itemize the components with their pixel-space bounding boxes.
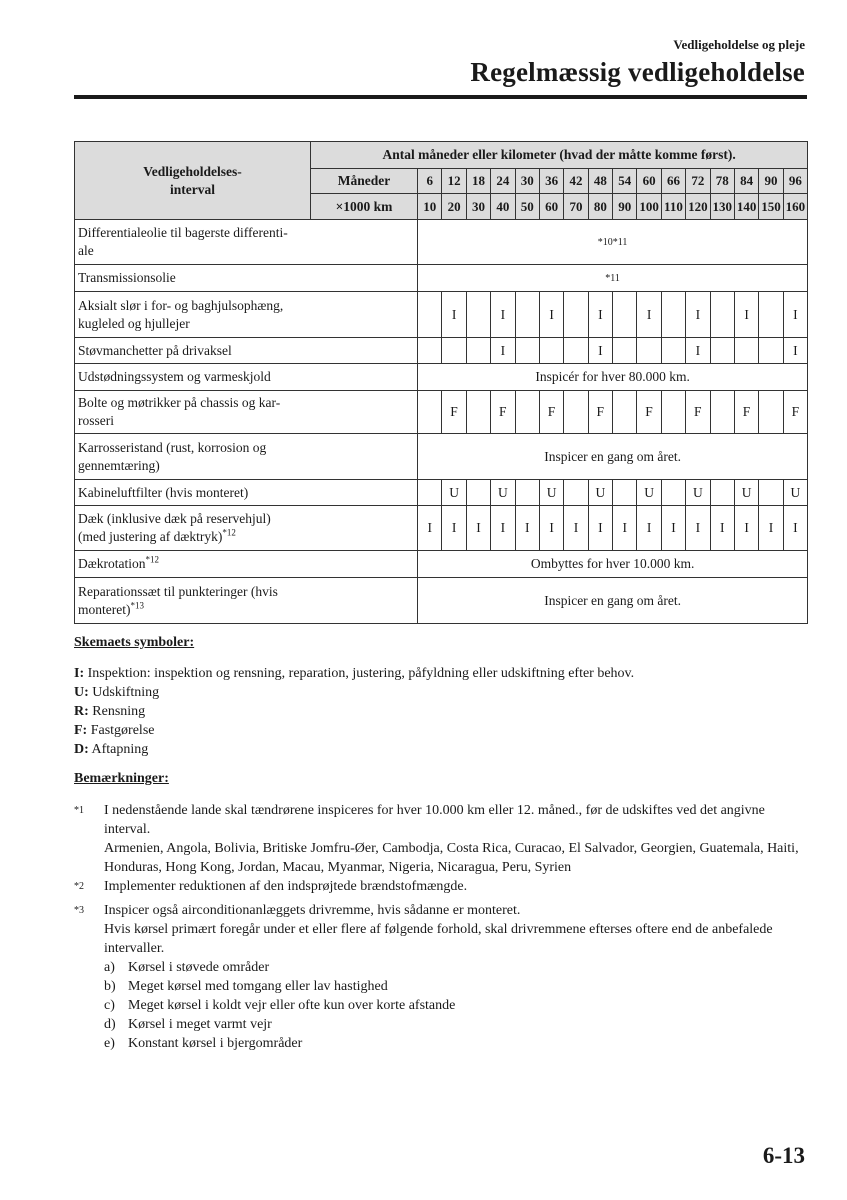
item-name: Dækrotation$^{*12}$ (75, 551, 418, 578)
schedule-cell (466, 292, 490, 338)
month-header: 36 (539, 169, 563, 194)
schedule-cell: F (539, 391, 563, 434)
schedule-cell: I (491, 506, 515, 551)
schedule-cell: I (515, 506, 539, 551)
group-header: Antal måneder eller kilometer (hvad der måtte komme først). (311, 142, 808, 169)
schedule-cell: U (637, 480, 661, 506)
footnote-ref: *12 (145, 554, 159, 565)
schedule-cell (515, 391, 539, 434)
remark-marker: *2 (74, 881, 84, 892)
remark-subitem (104, 958, 807, 977)
legend-text: Aftapning (88, 742, 149, 757)
footnote-ref: *13 (130, 600, 144, 610)
remark-item (74, 801, 807, 877)
interval-span: *11 (418, 265, 808, 292)
subitem-text: Kørsel i støvede områder (128, 959, 270, 975)
remarks-title: Bemærkninger: (74, 771, 169, 786)
schedule-cell: U (734, 480, 758, 506)
schedule-cell: F (491, 391, 515, 434)
page-number: 6-13 (762, 1143, 805, 1168)
schedule-cell (515, 480, 539, 506)
footnote-ref: *12 (222, 527, 236, 538)
schedule-cell (564, 338, 588, 364)
schedule-cell: U (686, 480, 710, 506)
schedule-cell (613, 338, 637, 364)
month-header: 6 (418, 169, 442, 194)
schedule-cell (710, 338, 734, 364)
month-header: 96 (783, 169, 808, 194)
subitem-text: Kørsel i meget varmt vejr (128, 1016, 272, 1032)
km-header: 150 (759, 194, 783, 220)
schedule-cell: I (588, 338, 612, 364)
item-name: Aksialt slør i for- og baghjulsophæng, kugleled og hjullejer (75, 292, 418, 338)
schedule-cell: U (783, 480, 808, 506)
schedule-cell: I (491, 338, 515, 364)
schedule-cell: I (759, 506, 783, 551)
title-rule (74, 95, 807, 99)
month-header: 42 (564, 169, 588, 194)
schedule-cell: I (539, 292, 563, 338)
km-header: 70 (564, 194, 588, 220)
km-header: 90 (613, 194, 637, 220)
item-name: Støvmanchetter på drivaksel (75, 338, 418, 364)
item-name: Dæk (inklusive dæk på reservehjul) (med justering af dæktryk)$^{*12}$ (75, 506, 418, 551)
table-row (75, 338, 808, 364)
schedule-cell (759, 338, 783, 364)
km-header: 30 (466, 194, 490, 220)
km-header: 20 (442, 194, 466, 220)
interval-span: Inspicer en gang om året. (418, 578, 808, 624)
item-name: Bolte og møtrikker på chassis og kar- rosseri (75, 391, 418, 434)
km-header: 140 (734, 194, 758, 220)
subitem-text: Meget kørsel i koldt vejr eller ofte kun over korte afstande (128, 997, 456, 1013)
month-header: 60 (637, 169, 661, 194)
km-label: ×1000 km (311, 194, 418, 220)
remark-marker: *1 (74, 805, 84, 816)
schedule-cell (710, 391, 734, 434)
legend-text: Fastgørelse (87, 723, 155, 738)
remark-marker: *3 (74, 904, 84, 916)
km-header: 40 (491, 194, 515, 220)
schedule-cell (759, 480, 783, 506)
interval-header: Vedligeholdelses- interval (75, 142, 311, 220)
month-header: 18 (466, 169, 490, 194)
remark-body (104, 801, 807, 877)
remark-line: Implementer reduktionen af den indsprøjtede brændstofmængde. (104, 879, 468, 894)
subitem-letter: d) (104, 1016, 116, 1032)
schedule-cell (564, 391, 588, 434)
subitem-text: Konstant kørsel i bjergområder (128, 1035, 303, 1051)
schedule-cell: U (491, 480, 515, 506)
item-name: Transmissionsolie (75, 265, 418, 292)
schedule-cell (759, 292, 783, 338)
schedule-cell (710, 480, 734, 506)
month-header: 72 (686, 169, 710, 194)
schedule-cell (466, 391, 490, 434)
remark-line: Armenien, Angola, Bolivia, Britiske Jomfru-Øer, Cambodja, Costa Rica, Curacao, El Salvador, Georgien, Guatemala, Haiti, Honduras, Hong Kong, Jordan, Macau, Myanmar, Nigeria, Nicaragua, Peru, Syrien (104, 841, 799, 875)
item-name: Reparationssæt til punkteringer (hvis monteret)$^{*13}$ (75, 578, 418, 624)
table-row (75, 434, 808, 480)
schedule-cell: I (783, 338, 808, 364)
legend-item (74, 740, 634, 759)
km-header: 160 (783, 194, 808, 220)
schedule-cell: I (661, 506, 685, 551)
schedule-cell (564, 292, 588, 338)
schedule-cell: F (686, 391, 710, 434)
table-row (75, 391, 808, 434)
months-label: Måneder (311, 169, 418, 194)
table-row (75, 506, 808, 551)
table-row (75, 551, 808, 578)
schedule-cell: I (637, 506, 661, 551)
schedule-cell (515, 292, 539, 338)
table-row (75, 578, 808, 624)
schedule-cell: I (710, 506, 734, 551)
schedule-cell: U (442, 480, 466, 506)
subitem-letter: b) (104, 978, 116, 994)
schedule-cell: I (734, 292, 758, 338)
remark-item (74, 901, 807, 1053)
month-header: 48 (588, 169, 612, 194)
schedule-cell (515, 338, 539, 364)
schedule-cell: F (783, 391, 808, 434)
schedule-cell (418, 480, 442, 506)
remark-mark (74, 877, 104, 901)
table-row (75, 220, 808, 265)
legend-list (74, 664, 634, 759)
month-header: 78 (710, 169, 734, 194)
remark-body (104, 877, 807, 901)
table-row (75, 364, 808, 391)
schedule-cell: I (588, 292, 612, 338)
km-header: 50 (515, 194, 539, 220)
schedule-cell (442, 338, 466, 364)
item-name: Kabineluftfilter (hvis monteret) (75, 480, 418, 506)
schedule-cell: I (491, 292, 515, 338)
page-title: Regelmæssig vedligeholdelse (470, 57, 805, 87)
schedule-cell: I (686, 338, 710, 364)
schedule-cell (466, 480, 490, 506)
schedule-cell (734, 338, 758, 364)
remarks-list (74, 801, 807, 1053)
schedule-cell (661, 338, 685, 364)
subitem-letter: e) (104, 1035, 115, 1051)
remark-body (104, 901, 807, 1053)
schedule-cell (613, 292, 637, 338)
legend-key: F: (74, 723, 88, 738)
remark-subitem (104, 1034, 807, 1053)
legend-item (74, 702, 634, 721)
schedule-cell (661, 292, 685, 338)
schedule-cell: I (466, 506, 490, 551)
remark-subitem (104, 996, 807, 1015)
schedule-cell (418, 338, 442, 364)
km-header: 10 (418, 194, 442, 220)
interval-span: Inspicér for hver 80.000 km. (418, 364, 808, 391)
km-header: 80 (588, 194, 612, 220)
table-row (75, 292, 808, 338)
legend-key: D: (74, 742, 89, 757)
schedule-cell: U (539, 480, 563, 506)
interval-span: Ombyttes for hver 10.000 km. (418, 551, 808, 578)
legend-text: Rensning (88, 704, 146, 719)
month-header: 84 (734, 169, 758, 194)
legend-title: Skemaets symboler: (74, 635, 195, 650)
legend-item (74, 683, 634, 702)
km-header: 120 (686, 194, 710, 220)
schedule-cell: I (734, 506, 758, 551)
remark-line: Inspicer også airconditionanlæggets drivremme, hvis sådanne er monteret. (104, 902, 521, 918)
schedule-cell: I (686, 292, 710, 338)
legend-text: Udskiftning (88, 685, 160, 700)
schedule-cell: I (564, 506, 588, 551)
schedule-cell: I (588, 506, 612, 551)
table-row (75, 480, 808, 506)
schedule-cell: F (588, 391, 612, 434)
schedule-cell (613, 480, 637, 506)
km-header: 130 (710, 194, 734, 220)
remark-subitem (104, 977, 807, 996)
legend-key: I: (74, 666, 85, 681)
interval-span: *10*11 (418, 220, 808, 265)
km-header: 60 (539, 194, 563, 220)
remark-line: I nedenstående lande skal tændrørene inspiceres for hver 10.000 km eller 12. måned., før de udskiftes ved det angivne interval. (104, 803, 765, 837)
schedule-cell (564, 480, 588, 506)
schedule-cell: F (637, 391, 661, 434)
schedule-cell (539, 338, 563, 364)
legend-key: R: (74, 704, 89, 719)
legend-text: Inspektion: inspektion og rensning, reparation, justering, påfyldning eller udskiftning efter behov. (84, 666, 635, 681)
schedule-cell: I (613, 506, 637, 551)
remark-subitem (104, 1015, 807, 1034)
schedule-cell: F (442, 391, 466, 434)
schedule-cell: I (418, 506, 442, 551)
schedule-cell: I (539, 506, 563, 551)
item-name: Karrosseristand (rust, korrosion og gennemtæring) (75, 434, 418, 480)
schedule-cell (759, 391, 783, 434)
month-header: 12 (442, 169, 466, 194)
remark-line: Hvis kørsel primært foregår under et eller flere af følgende forhold, skal drivremmene efterses oftere end de anbefalede intervaller. (104, 921, 773, 956)
month-header: 24 (491, 169, 515, 194)
month-header: 66 (661, 169, 685, 194)
item-name: Udstødningssystem og varmeskjold (75, 364, 418, 391)
schedule-cell (418, 292, 442, 338)
legend-item (74, 664, 634, 683)
schedule-cell (710, 292, 734, 338)
month-header: 30 (515, 169, 539, 194)
legend-key: U: (74, 685, 89, 700)
schedule-cell (418, 391, 442, 434)
section-label: Vedligeholdelse og pleje (673, 37, 805, 52)
km-header: 100 (637, 194, 661, 220)
interval-span: Inspicer en gang om året. (418, 434, 808, 480)
schedule-cell: F (734, 391, 758, 434)
subitem-letter: c) (104, 997, 115, 1013)
table-row (75, 265, 808, 292)
month-header: 54 (613, 169, 637, 194)
maintenance-schedule-table (74, 141, 808, 624)
schedule-cell (661, 480, 685, 506)
schedule-cell (661, 391, 685, 434)
item-name: Differentialeolie til bagerste differenti- ale (75, 220, 418, 265)
remark-mark (74, 801, 104, 877)
km-header: 110 (661, 194, 685, 220)
schedule-cell: I (783, 292, 808, 338)
subitem-letter: a) (104, 959, 115, 975)
schedule-cell: I (637, 292, 661, 338)
legend-item (74, 721, 634, 740)
schedule-cell: U (588, 480, 612, 506)
schedule-cell (613, 391, 637, 434)
subitem-text: Meget kørsel med tomgang eller lav hastighed (128, 978, 388, 994)
schedule-cell (637, 338, 661, 364)
schedule-cell: I (442, 292, 466, 338)
schedule-cell: I (686, 506, 710, 551)
month-header: 90 (759, 169, 783, 194)
schedule-cell: I (442, 506, 466, 551)
schedule-cell (466, 338, 490, 364)
remark-item (74, 877, 807, 901)
schedule-cell: I (783, 506, 808, 551)
remark-mark (74, 901, 104, 1053)
